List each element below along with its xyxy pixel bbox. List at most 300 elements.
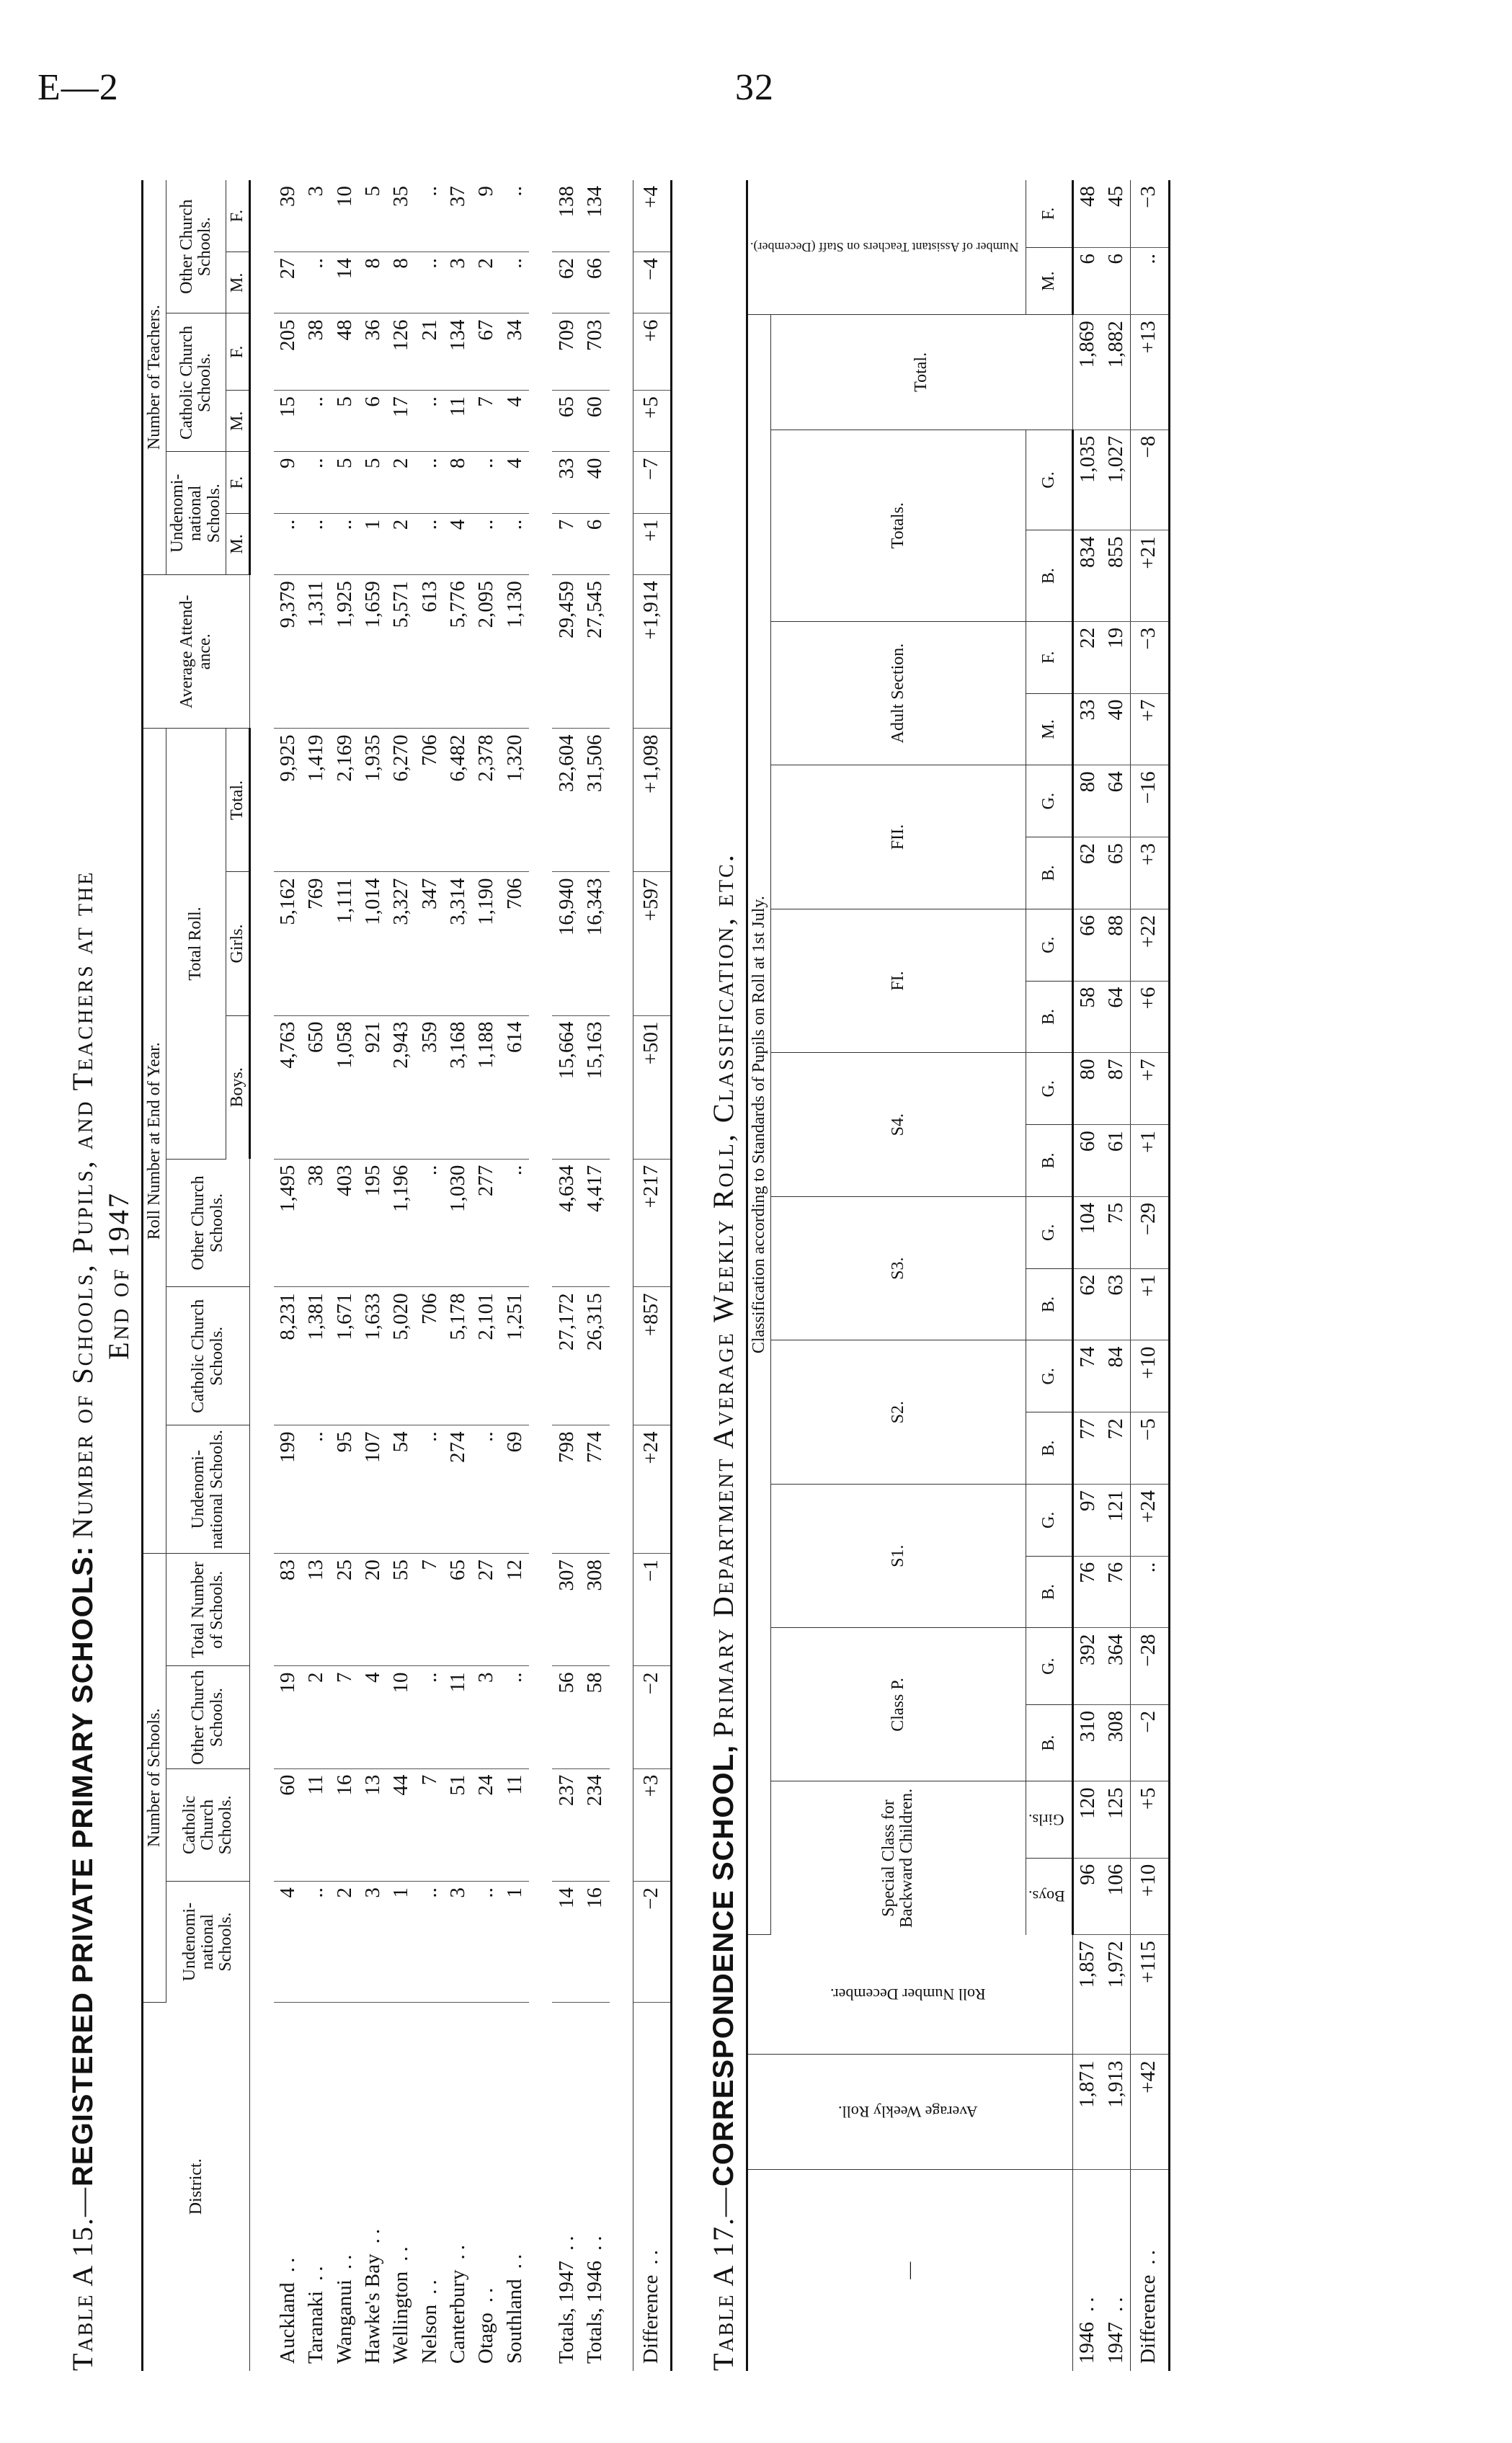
cell-avg: +1,914 bbox=[633, 575, 671, 729]
cell-s-u: 2 bbox=[331, 1882, 359, 2003]
cell-s-u: .. bbox=[472, 1882, 500, 2003]
cell-tu-f: 2 bbox=[387, 452, 415, 513]
district-cell-dots: .. bbox=[583, 2231, 607, 2251]
table15-caption-lead: Table A 15.— bbox=[66, 2186, 99, 2371]
district-cell bbox=[359, 2002, 387, 2371]
cell-s-c: 11 bbox=[302, 1768, 330, 1881]
district-cell bbox=[552, 2002, 581, 2371]
cell-r-c: 27,172 bbox=[552, 1287, 581, 1425]
cell-tf: −3 bbox=[1131, 180, 1169, 247]
t17-h-adult-m: M. bbox=[1026, 693, 1072, 765]
cell-r-u: .. bbox=[302, 1425, 330, 1554]
t15-h-s-undenom: Undenomi-national Schools. bbox=[166, 1882, 250, 2003]
t17-h-f1-b: B. bbox=[1026, 981, 1072, 1053]
cell-s-c: 24 bbox=[472, 1768, 500, 1881]
cell-s-o: 7 bbox=[331, 1666, 359, 1768]
t17-h-sp-girls-text: Girls. bbox=[1028, 1810, 1064, 1829]
cell-f1b: 58 bbox=[1072, 981, 1102, 1053]
cell-sb: +10 bbox=[1131, 1858, 1169, 1934]
t17-h-s1-g: G. bbox=[1026, 1484, 1072, 1556]
cell-t: 32,604 bbox=[552, 729, 581, 872]
cell-avg: 2,095 bbox=[472, 575, 500, 729]
cell-roll: 1,972 bbox=[1102, 1935, 1131, 2055]
cell-s-c: 60 bbox=[274, 1768, 302, 1881]
cell-to-m: .. bbox=[501, 252, 529, 313]
t15-h-r-catholic: Catholic Church Schools. bbox=[166, 1287, 250, 1425]
cell-r-c: 26,315 bbox=[581, 1287, 609, 1425]
cell-g: 3,327 bbox=[387, 872, 415, 1015]
t17-h-roll-dec bbox=[747, 1935, 1073, 2055]
cell-g: 769 bbox=[302, 872, 330, 1015]
cell-s3g: −29 bbox=[1131, 1196, 1169, 1268]
cell-r-o: +217 bbox=[633, 1159, 671, 1287]
cell-s1b: 76 bbox=[1072, 1556, 1102, 1628]
cell-tu-m: .. bbox=[331, 513, 359, 574]
cell-g: 1,190 bbox=[472, 872, 500, 1015]
cell-avg: 9,379 bbox=[274, 575, 302, 729]
cell-s3b: +1 bbox=[1131, 1268, 1169, 1340]
district-cell bbox=[274, 2002, 302, 2371]
cell-tc-m: 6 bbox=[359, 391, 387, 452]
district-cell-dots: .. bbox=[332, 2250, 356, 2270]
cell-tc-f: 67 bbox=[472, 313, 500, 391]
district-cell-dots: .. bbox=[446, 2240, 469, 2260]
cell-to-m: 66 bbox=[581, 252, 609, 313]
cell-b: 15,163 bbox=[581, 1015, 609, 1159]
cell-r-u: 54 bbox=[387, 1425, 415, 1554]
cell-g: 5,162 bbox=[274, 872, 302, 1015]
year-cell-text: 1946 bbox=[1075, 2322, 1099, 2364]
year-cell bbox=[1131, 2170, 1169, 2371]
table-row bbox=[581, 180, 609, 2371]
t17-h-avg-weekly-text: Average Weekly Roll. bbox=[838, 2103, 978, 2122]
cell-am: +7 bbox=[1131, 693, 1169, 765]
row-gap bbox=[529, 180, 552, 2371]
cell-r-o: 1,196 bbox=[387, 1159, 415, 1287]
cell-tu-m: 4 bbox=[444, 513, 472, 574]
t17-h-adult-f: F. bbox=[1026, 621, 1072, 693]
cell-b: +501 bbox=[633, 1015, 671, 1159]
cell-to-f: 3 bbox=[302, 180, 330, 252]
cell-r-c: 1,633 bbox=[359, 1287, 387, 1425]
cell-s-c: 237 bbox=[552, 1768, 581, 1881]
cell-tc-m: .. bbox=[302, 391, 330, 452]
cell-r-o: 38 bbox=[302, 1159, 330, 1287]
t15-h-teachers: Number of Teachers. bbox=[143, 180, 166, 575]
cell-t: 706 bbox=[416, 729, 444, 872]
t17-h-sp-boys bbox=[1026, 1858, 1072, 1934]
table-row bbox=[359, 180, 387, 2371]
cell-r-o: 4,634 bbox=[552, 1159, 581, 1287]
cell-to-f: 39 bbox=[274, 180, 302, 252]
cell-am: 33 bbox=[1072, 693, 1102, 765]
cell-f2b: 65 bbox=[1102, 837, 1131, 909]
t17-h-sp-boys-text: Boys. bbox=[1028, 1887, 1065, 1906]
cell-tu-m: 2 bbox=[387, 513, 415, 574]
row-gap bbox=[610, 180, 633, 2371]
cell-tu-f: 4 bbox=[501, 452, 529, 513]
cell-g: 3,314 bbox=[444, 872, 472, 1015]
district-cell bbox=[416, 2002, 444, 2371]
cell-roll: +115 bbox=[1131, 1935, 1169, 2055]
cell-s-c: 13 bbox=[359, 1768, 387, 1881]
cell-f2g: 80 bbox=[1072, 765, 1102, 837]
cell-tu-m: .. bbox=[274, 513, 302, 574]
table-row bbox=[1072, 180, 1102, 2371]
table-row bbox=[552, 180, 581, 2371]
cell-s-u: 1 bbox=[501, 1882, 529, 2003]
cell-avg: +42 bbox=[1131, 2055, 1169, 2170]
table-row bbox=[416, 180, 444, 2371]
cell-s-t: 12 bbox=[501, 1554, 529, 1666]
cell-avg: 5,571 bbox=[387, 575, 415, 729]
cell-s2b: −5 bbox=[1131, 1412, 1169, 1485]
t17-h-special: Special Class for Backward Children. bbox=[771, 1781, 1026, 1935]
t15-h-s-catholic: Catholic Church Schools. bbox=[166, 1768, 250, 1881]
cell-tb: 834 bbox=[1072, 530, 1102, 621]
t17-h-s3-g: G. bbox=[1026, 1196, 1072, 1268]
t17-h-f2-b: B. bbox=[1026, 837, 1072, 909]
cell-sg: 120 bbox=[1072, 1781, 1102, 1858]
cell-s3b: 63 bbox=[1102, 1268, 1131, 1340]
cell-to-m: 8 bbox=[387, 252, 415, 313]
district-cell-dots: .. bbox=[639, 2246, 662, 2265]
table-row bbox=[472, 180, 500, 2371]
cell-r-o: 1,495 bbox=[274, 1159, 302, 1287]
table17 bbox=[746, 180, 1170, 2371]
t17-h-s1-b: B. bbox=[1026, 1556, 1072, 1628]
t15-h-to-f: F. bbox=[226, 180, 249, 252]
year-cell-dots: .. bbox=[1075, 2292, 1099, 2312]
district-cell-dots: .. bbox=[360, 2224, 384, 2244]
district-cell-text: Otago bbox=[474, 2313, 498, 2364]
cell-tu-m: 1 bbox=[359, 513, 387, 574]
cell-r-c: 1,671 bbox=[331, 1287, 359, 1425]
cell-s3g: 104 bbox=[1072, 1196, 1102, 1268]
cell-s-t: 25 bbox=[331, 1554, 359, 1666]
t17-h-f2-g: G. bbox=[1026, 765, 1072, 837]
district-cell-text: Canterbury bbox=[446, 2269, 469, 2364]
table-row bbox=[302, 180, 330, 2371]
district-cell-text: Wanganui bbox=[332, 2279, 356, 2364]
cell-tu-m: .. bbox=[416, 513, 444, 574]
district-cell bbox=[444, 2002, 472, 2371]
cell-tg: 1,035 bbox=[1072, 430, 1102, 530]
cell-tf: 45 bbox=[1102, 180, 1131, 247]
cell-r-o: .. bbox=[416, 1159, 444, 1287]
cell-t: 9,925 bbox=[274, 729, 302, 872]
cell-s-c: 51 bbox=[444, 1768, 472, 1881]
cell-sb: 96 bbox=[1072, 1858, 1102, 1934]
cell-tu-m: .. bbox=[472, 513, 500, 574]
cell-s-u: 4 bbox=[274, 1882, 302, 2003]
cell-tu-m: 7 bbox=[552, 513, 581, 574]
cell-s-c: 234 bbox=[581, 1768, 609, 1881]
cell-r-o: 1,030 bbox=[444, 1159, 472, 1287]
cell-sg: +5 bbox=[1131, 1781, 1169, 1858]
t15-h-tu-f: F. bbox=[226, 452, 249, 513]
cell-t: 31,506 bbox=[581, 729, 609, 872]
cell-r-u: +24 bbox=[633, 1425, 671, 1554]
cell-s-t: 13 bbox=[302, 1554, 330, 1666]
cell-s-t: 20 bbox=[359, 1554, 387, 1666]
cell-s4g: +7 bbox=[1131, 1053, 1169, 1125]
cell-tm: .. bbox=[1131, 247, 1169, 314]
cell-tc-f: 134 bbox=[444, 313, 472, 391]
cell-s-c: 16 bbox=[331, 1768, 359, 1881]
row-gap bbox=[249, 180, 274, 2371]
cell-t: 6,482 bbox=[444, 729, 472, 872]
cell-s2g: 84 bbox=[1102, 1340, 1131, 1412]
cell-b: 15,664 bbox=[552, 1015, 581, 1159]
cell-s-u: .. bbox=[416, 1882, 444, 2003]
cell-to-f: .. bbox=[501, 180, 529, 252]
cell-to-m: 8 bbox=[359, 252, 387, 313]
t17-h-p-b: B. bbox=[1026, 1704, 1072, 1781]
cell-s1g: +24 bbox=[1131, 1484, 1169, 1556]
cell-r-u: .. bbox=[416, 1425, 444, 1554]
cell-to-m: 62 bbox=[552, 252, 581, 313]
cell-tot: 1,882 bbox=[1102, 315, 1131, 430]
cell-to-m: .. bbox=[302, 252, 330, 313]
cell-to-f: 37 bbox=[444, 180, 472, 252]
t17-h-tot-b: B. bbox=[1026, 530, 1072, 621]
t15-h-district: District. bbox=[143, 2002, 250, 2371]
cell-tc-f: +6 bbox=[633, 313, 671, 391]
t15-h-r-other: Other Church Schools. bbox=[166, 1159, 250, 1287]
cell-tc-m: +5 bbox=[633, 391, 671, 452]
cell-tm: 6 bbox=[1072, 247, 1102, 314]
cell-s1b: 76 bbox=[1102, 1556, 1131, 1628]
cell-s-c: 44 bbox=[387, 1768, 415, 1881]
cell-pb: −2 bbox=[1131, 1704, 1169, 1781]
district-cell-text: Totals, 1946 bbox=[583, 2261, 607, 2364]
cell-s-t: −1 bbox=[633, 1554, 671, 1666]
cell-tc-f: 34 bbox=[501, 313, 529, 391]
cell-s-u: 16 bbox=[581, 1882, 609, 2003]
t17-h-f1: FI. bbox=[771, 909, 1026, 1053]
t17-h-s2-g: G. bbox=[1026, 1340, 1072, 1412]
cell-avg: 1,311 bbox=[302, 575, 330, 729]
cell-s3g: 75 bbox=[1102, 1196, 1131, 1268]
cell-s-t: 55 bbox=[387, 1554, 415, 1666]
cell-af: 22 bbox=[1072, 621, 1102, 693]
t17-h-s2-b: B. bbox=[1026, 1412, 1072, 1485]
t17-h-adult: Adult Section. bbox=[771, 621, 1026, 765]
cell-tf: 48 bbox=[1072, 180, 1102, 247]
cell-s-o: 58 bbox=[581, 1666, 609, 1768]
district-cell-text: Southland bbox=[502, 2279, 526, 2364]
t17-h-s4-g: G. bbox=[1026, 1053, 1072, 1125]
district-cell-dots: .. bbox=[474, 2283, 498, 2303]
t17-h-totals: Totals. bbox=[771, 430, 1026, 621]
cell-r-c: 5,020 bbox=[387, 1287, 415, 1425]
t17-h-f2: FII. bbox=[771, 765, 1026, 909]
cell-r-c: 2,101 bbox=[472, 1287, 500, 1425]
cell-b: 1,058 bbox=[331, 1015, 359, 1159]
cell-tot: +13 bbox=[1131, 315, 1169, 430]
cell-s-c: +3 bbox=[633, 1768, 671, 1881]
cell-tc-f: 38 bbox=[302, 313, 330, 391]
cell-r-u: 199 bbox=[274, 1425, 302, 1554]
t17-h-s3-b: B. bbox=[1026, 1268, 1072, 1340]
t15-h-total: Total. bbox=[226, 729, 249, 872]
cell-to-m: −4 bbox=[633, 252, 671, 313]
gap-cell bbox=[529, 180, 552, 2371]
cell-r-c: +857 bbox=[633, 1287, 671, 1425]
cell-r-u: .. bbox=[472, 1425, 500, 1554]
cell-s-o: 19 bbox=[274, 1666, 302, 1768]
table-row bbox=[331, 180, 359, 2371]
cell-s-o: 4 bbox=[359, 1666, 387, 1768]
cell-to-f: 9 bbox=[472, 180, 500, 252]
year-cell bbox=[1102, 2170, 1131, 2371]
t15-h-s-total: Total Number of Schools. bbox=[166, 1554, 250, 1666]
cell-t: 1,935 bbox=[359, 729, 387, 872]
cell-tu-f: .. bbox=[302, 452, 330, 513]
cell-g: 706 bbox=[501, 872, 529, 1015]
t17-h-roll-dec-text: Roll Number December. bbox=[830, 1985, 986, 2004]
cell-f2g: −16 bbox=[1131, 765, 1169, 837]
table-row bbox=[274, 180, 302, 2371]
cell-tc-f: 48 bbox=[331, 313, 359, 391]
cell-pg: 392 bbox=[1072, 1628, 1102, 1704]
cell-r-c: 8,231 bbox=[274, 1287, 302, 1425]
t15-h-t-catholic: Catholic Church Schools. bbox=[166, 313, 226, 452]
cell-tu-m: 6 bbox=[581, 513, 609, 574]
district-cell-text: Taranaki bbox=[304, 2290, 328, 2364]
cell-s2g: 74 bbox=[1072, 1340, 1102, 1412]
cell-b: 614 bbox=[501, 1015, 529, 1159]
cell-avg: 1,925 bbox=[331, 575, 359, 729]
cell-f1g: 88 bbox=[1102, 909, 1131, 981]
year-cell-dots: .. bbox=[1137, 2246, 1160, 2265]
t15-h-total-roll: Total Roll. bbox=[166, 729, 226, 1159]
t17-h-classification: Classification according to Standards of Pupils on Roll at 1st July. bbox=[747, 315, 771, 1935]
t17-h-tot-g: G. bbox=[1026, 430, 1072, 530]
cell-tc-f: 21 bbox=[416, 313, 444, 391]
cell-r-c: 1,251 bbox=[501, 1287, 529, 1425]
t17-h-s2: S2. bbox=[771, 1340, 1026, 1485]
cell-g: 16,343 bbox=[581, 872, 609, 1015]
year-cell bbox=[1072, 2170, 1102, 2371]
cell-tc-m: 7 bbox=[472, 391, 500, 452]
district-cell-dots: .. bbox=[417, 2275, 441, 2295]
cell-f1g: 66 bbox=[1072, 909, 1102, 981]
cell-s-c: 11 bbox=[501, 1768, 529, 1881]
table17-caption-title: CORRESPONDENCE SCHOOL, bbox=[708, 1744, 740, 2186]
rotated-page-body bbox=[65, 180, 1449, 2371]
cell-s1g: 121 bbox=[1102, 1484, 1131, 1556]
t15-h-r-undenom: Undenomi-national Schools. bbox=[166, 1425, 250, 1554]
cell-s-u: 1 bbox=[387, 1882, 415, 2003]
cell-s-u: −2 bbox=[633, 1882, 671, 2003]
t15-h-roll: Roll Number at End of Year. bbox=[143, 729, 166, 1554]
cell-t: 1,320 bbox=[501, 729, 529, 872]
t17-h-f1-g: G. bbox=[1026, 909, 1072, 981]
cell-r-u: 107 bbox=[359, 1425, 387, 1554]
cell-to-f: 134 bbox=[581, 180, 609, 252]
gap-cell bbox=[610, 180, 633, 2371]
cell-b: 921 bbox=[359, 1015, 387, 1159]
cell-tu-f: 5 bbox=[359, 452, 387, 513]
t17-h-s4: S4. bbox=[771, 1053, 1026, 1197]
cell-s4b: 61 bbox=[1102, 1125, 1131, 1197]
gap-cell bbox=[249, 180, 274, 2371]
t15-h-tc-f: F. bbox=[226, 313, 249, 391]
cell-s-o: 56 bbox=[552, 1666, 581, 1768]
cell-tc-m: 15 bbox=[274, 391, 302, 452]
cell-tc-m: 17 bbox=[387, 391, 415, 452]
cell-r-u: 69 bbox=[501, 1425, 529, 1554]
cell-am: 40 bbox=[1102, 693, 1131, 765]
cell-to-m: 27 bbox=[274, 252, 302, 313]
cell-tu-m: .. bbox=[501, 513, 529, 574]
cell-b: 650 bbox=[302, 1015, 330, 1159]
table17-caption bbox=[706, 180, 742, 2371]
cell-s-o: 3 bbox=[472, 1666, 500, 1768]
cell-s-u: .. bbox=[302, 1882, 330, 2003]
cell-to-f: 5 bbox=[359, 180, 387, 252]
cell-s4g: 87 bbox=[1102, 1053, 1131, 1125]
cell-t: 2,378 bbox=[472, 729, 500, 872]
t15-h-boys: Boys. bbox=[226, 1015, 249, 1159]
cell-f2b: +3 bbox=[1131, 837, 1169, 909]
page-number: 32 bbox=[735, 67, 774, 108]
district-cell-text: Difference bbox=[639, 2274, 662, 2364]
cell-avg: 29,459 bbox=[552, 575, 581, 729]
cell-s1g: 97 bbox=[1072, 1484, 1102, 1556]
cell-t: 6,270 bbox=[387, 729, 415, 872]
t17-h-s1: S1. bbox=[771, 1484, 1026, 1628]
cell-tc-m: 4 bbox=[501, 391, 529, 452]
district-cell-dots: .. bbox=[275, 2253, 299, 2273]
cell-to-m: 2 bbox=[472, 252, 500, 313]
cell-r-o: 195 bbox=[359, 1159, 387, 1287]
table15 bbox=[141, 180, 672, 2371]
t15-h-num-schools: Number of Schools. bbox=[143, 1554, 166, 2003]
cell-r-c: 706 bbox=[416, 1287, 444, 1425]
cell-roll: 1,857 bbox=[1072, 1935, 1102, 2055]
cell-af: −3 bbox=[1131, 621, 1169, 693]
cell-tot: 1,869 bbox=[1072, 315, 1102, 430]
table-row bbox=[633, 180, 671, 2371]
t17-h-assist bbox=[747, 180, 1026, 315]
cell-tg: 1,027 bbox=[1102, 430, 1131, 530]
cell-g: 1,111 bbox=[331, 872, 359, 1015]
t17-h-total: Total. bbox=[771, 315, 1072, 430]
cell-r-c: 1,381 bbox=[302, 1287, 330, 1425]
cell-tu-f: 8 bbox=[444, 452, 472, 513]
cell-to-f: .. bbox=[416, 180, 444, 252]
t17-h-sp-girls bbox=[1026, 1781, 1072, 1858]
cell-s-t: 307 bbox=[552, 1554, 581, 1666]
cell-s4b: 60 bbox=[1072, 1125, 1102, 1197]
cell-s-c: 7 bbox=[416, 1768, 444, 1881]
table15-caption-cont: End of 1947 bbox=[102, 1191, 135, 1360]
cell-to-f: 10 bbox=[331, 180, 359, 252]
cell-avg: 27,545 bbox=[581, 575, 609, 729]
district-cell bbox=[302, 2002, 330, 2371]
t17-h-p-g: G. bbox=[1026, 1628, 1072, 1704]
cell-tc-m: .. bbox=[416, 391, 444, 452]
cell-to-f: 138 bbox=[552, 180, 581, 252]
cell-to-m: 3 bbox=[444, 252, 472, 313]
cell-s3b: 62 bbox=[1072, 1268, 1102, 1340]
cell-s2b: 72 bbox=[1102, 1412, 1131, 1485]
cell-tc-m: 11 bbox=[444, 391, 472, 452]
cell-tu-m: +1 bbox=[633, 513, 671, 574]
